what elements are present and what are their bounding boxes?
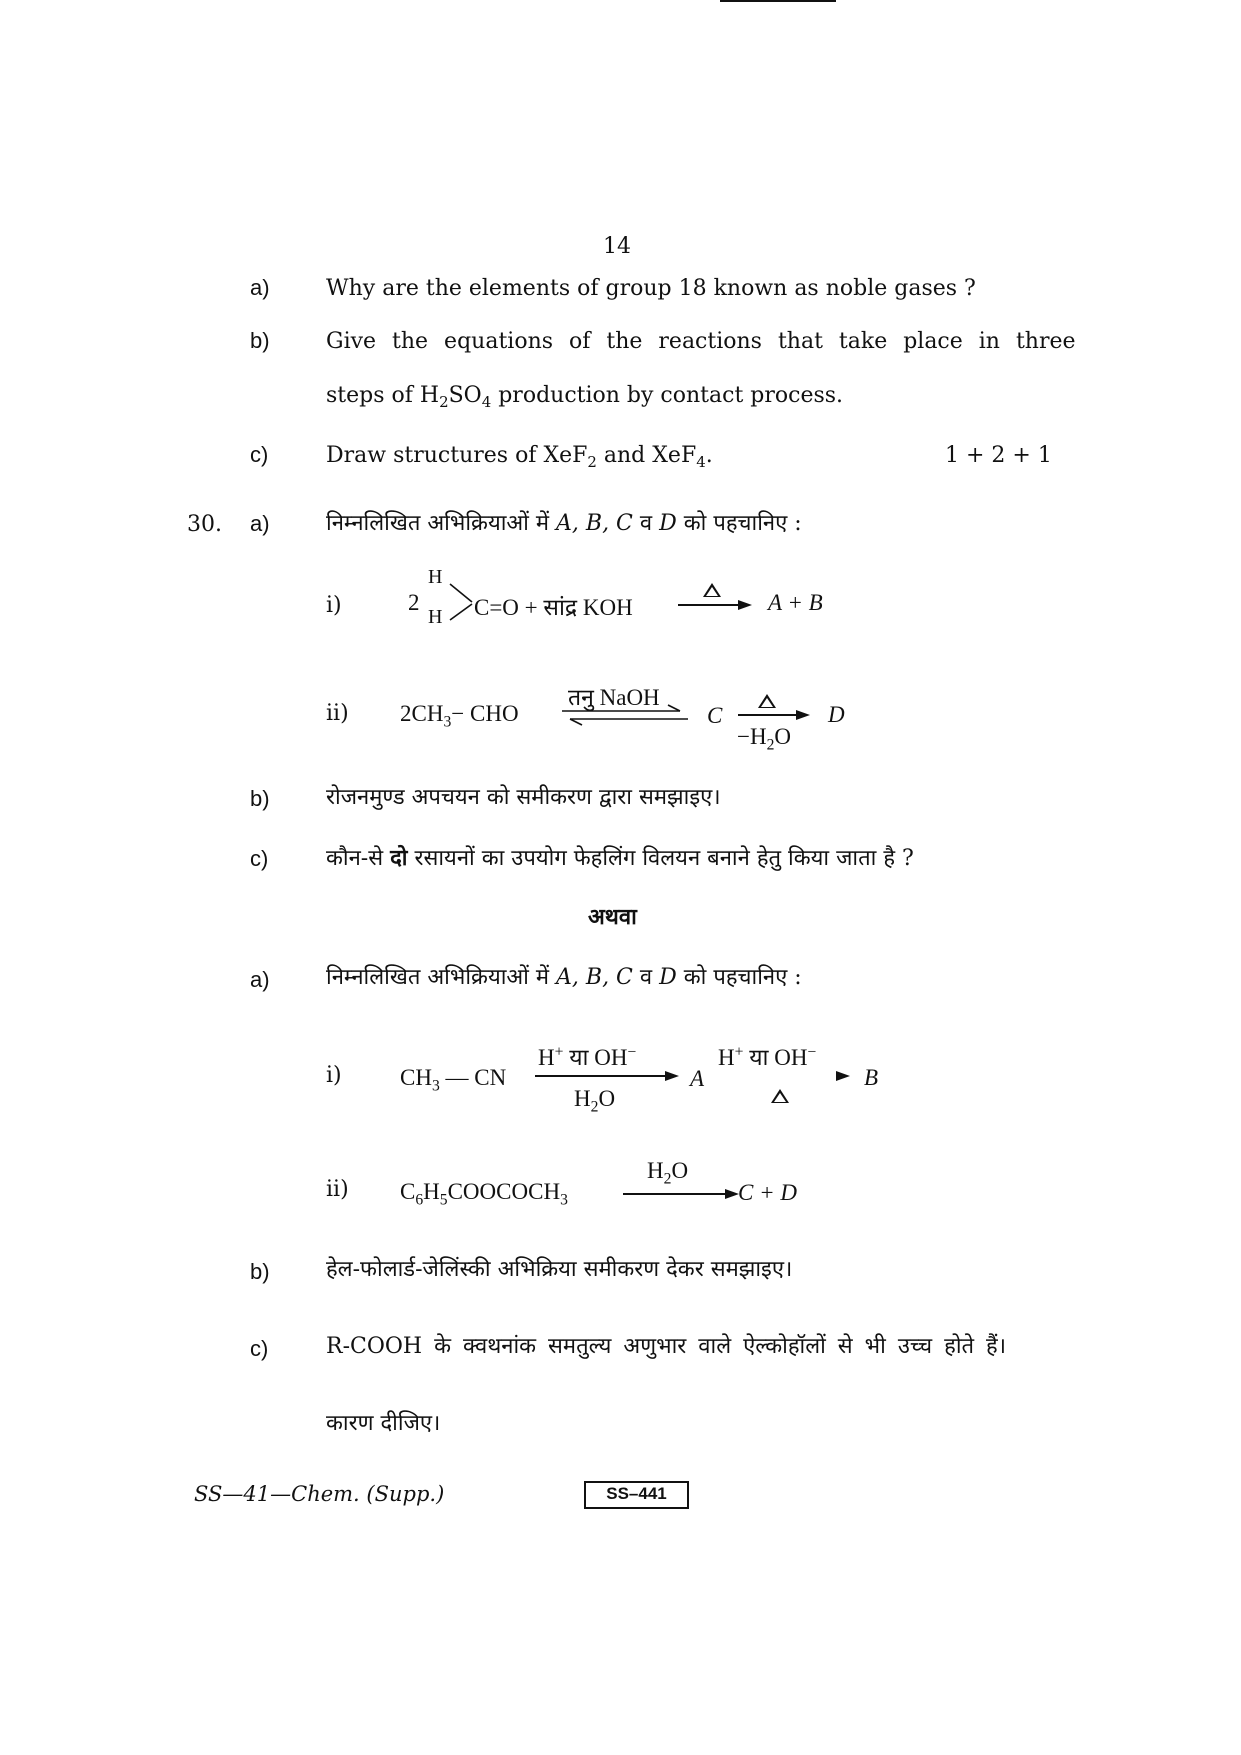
q30-number: 30. [187,512,222,537]
q30-r1-product: A + B [768,590,823,615]
plus-sup: + [554,1043,564,1061]
q30-alt-a-post: को पहचानिए : [676,965,802,990]
minus-sup: − [807,1043,817,1061]
q30-alt-r2-reagent-pre: H [647,1158,664,1183]
q30-alt-r1-product: B [864,1065,879,1090]
q30-c-label: c) [250,846,269,871]
q30-r2-reactant-sub: 3 [443,713,452,731]
q30-alt-r1-bottom1-sub: 2 [590,1098,599,1116]
q29-a-label: a) [250,275,270,300]
q30-alt-a-d: D [659,965,677,990]
q29-b-line2-pre: steps of H [326,383,440,408]
heat-icon [758,694,776,708]
q30-c-pre: कौन-से [326,846,391,871]
arrow-head-icon [725,1189,739,1199]
arrow-head-icon [738,600,752,610]
heat-icon [703,583,721,597]
q30-r1-rest: C=O + सांद्र KOH [474,595,633,620]
minus-sup: − [627,1043,637,1061]
heat-icon [771,1089,789,1103]
q29-c-mid: and XeF [596,443,697,468]
q30-alt-r1-top2-h: H [718,1045,735,1070]
q30-alt-a-label: a) [250,967,270,992]
q30-r1-h-bot: H [428,606,443,628]
q30-alt-r1-mid: A [690,1066,705,1091]
q30-alt-b-label: b) [250,1259,270,1284]
arrow-head-icon [836,1071,850,1081]
q30-b-text: रोजनमुण्ड अपचयन को समीकरण द्वारा समझाइए। [326,785,721,810]
q30-alt-r1-arrow1 [535,1075,665,1077]
q30-alt-r2-h: H [423,1179,440,1204]
q30-alt-r1-reactant [400,1065,507,1095]
q30-c-text [326,844,914,873]
q29-marks: 1 + 2 + 1 [945,443,1052,468]
q30-a-text [326,510,802,538]
q30-alt-c-line2: कारण दीजिए। [326,1411,441,1436]
q30-alt-r2-sub1: 6 [415,1191,424,1209]
q30-c-bold: दो [390,845,408,871]
q29-b-sub1: 2 [439,393,449,412]
q30-alt-c-label: c) [250,1336,269,1361]
q30-r2-arrow [738,714,796,716]
equilibrium-arrow-icon [562,704,690,726]
q30-alt-r1-arrow2 [720,0,836,2]
q30-alt-r2-reagent [647,1158,689,1188]
q30-c-post: रसायनों का उपयोग फेहलिंग विलयन बनाने हेतु किया जाता है ? [407,846,914,871]
arrow-head-icon [665,1071,679,1081]
q30-a-label: a) [250,511,270,536]
or-heading: अथवा [588,904,637,930]
q30-r2-reactant-pre: 2CH [400,701,444,726]
q30-alt-a-vars: A, B, C [556,965,633,990]
q29-b-line2 [326,382,843,410]
arrow-head-icon [796,710,810,720]
q30-alt-r2-product: C + D [738,1180,797,1205]
q30-a-vars: A, B, C [556,511,633,536]
q29-b-line1: Give the equations of the reactions that take place in three [326,329,1076,354]
q30-alt-r1-top1-h: H [538,1045,555,1070]
footer-box: SS–441 [584,1481,689,1509]
q30-a-pre: निम्नलिखित अभिक्रियाओं में [326,511,557,536]
q30-a-va: व [632,511,660,536]
q30-alt-r1-bottom1-post: O [598,1086,616,1111]
q30-r2-reactant [400,701,519,731]
q30-alt-r2-reagent-sub: 2 [663,1170,672,1188]
q30-alt-a-text [326,964,802,992]
q30-alt-a-pre: निम्नलिखित अभिक्रियाओं में [326,965,557,990]
q30-alt-r1-top2-mid: या OH [743,1045,808,1070]
q30-r2-label: ii) [326,701,349,726]
q30-alt-r2-arrow [623,1193,725,1195]
q30-r2-elim-post: O [774,724,792,749]
q30-r1-arrow [678,604,738,606]
q30-alt-a-va: व [632,965,660,990]
q29-b-line2-post: production by contact process. [491,383,844,408]
q30-alt-r1-top2 [718,1040,816,1072]
q30-b-label: b) [250,786,270,811]
plus-sup: + [734,1043,744,1061]
q30-alt-r1-top1-mid: या OH [563,1045,628,1070]
q30-r2-elim-pre: −H [737,724,767,749]
q30-alt-r1-bottom1 [574,1086,616,1116]
footer-code: SS—41—Chem. (Supp.) [194,1482,445,1506]
q29-c-sub1: 2 [587,453,597,472]
q29-c-post: . [705,443,713,468]
q30-alt-r2-reagent-post: O [671,1158,689,1183]
q30-a-d: D [659,511,677,536]
q30-alt-b-text: हेल-फोलार्ड-जेलिंस्की अभिक्रिया समीकरण देकर समझाइए। [326,1257,793,1282]
q30-alt-r1-reactant-post: — CN [439,1065,507,1090]
q30-alt-r1-reactant-sub: 3 [431,1077,440,1095]
q30-alt-r2-c: C [400,1179,416,1204]
q30-alt-r2-label: ii) [326,1177,349,1202]
q30-r2-reagent: तनु NaOH [568,685,660,710]
q30-r1-label: i) [326,593,342,618]
q30-alt-r2-reactant [400,1179,568,1209]
q29-b-sub2: 4 [481,393,492,412]
q29-b-label: b) [250,328,270,353]
q30-r2-elim-sub: 2 [766,736,775,754]
q29-b-line2-mid: SO [448,383,482,408]
q30-r2-elim [737,724,792,754]
q30-r1-coef: 2 [408,590,420,615]
q30-alt-r1-label: i) [326,1063,342,1088]
q29-c-text [326,442,713,470]
q30-r2-c: C [707,703,723,728]
q30-alt-r1-top1 [538,1040,636,1072]
q29-c-sub2: 4 [696,453,706,472]
q30-alt-r2-coo: COOCOCH [447,1179,561,1204]
q29-c-label: c) [250,442,269,467]
q29-a-text: Why are the elements of group 18 known as noble gases ? [326,276,976,301]
q30-alt-r1-reactant-pre: CH [400,1065,432,1090]
q30-alt-c-line1: R-COOH के क्वथनांक समतुल्य अणुभार वाले ऐल्कोहॉलों से भी उच्च होते हैं। [326,1334,1007,1359]
q30-r2-reactant-post: − CHO [451,701,519,726]
q30-r1-h-top: H [428,566,443,588]
q30-alt-r2-sub2: 5 [439,1191,448,1209]
page-number: 14 [603,234,631,259]
q30-a-post: को पहचानिए : [676,511,802,536]
q29-c-pre: Draw structures of XeF [326,443,588,468]
q30-r2-d: D [828,702,845,727]
q30-alt-r1-bottom1-pre: H [574,1086,591,1111]
q30-alt-r2-sub3: 3 [560,1191,568,1209]
